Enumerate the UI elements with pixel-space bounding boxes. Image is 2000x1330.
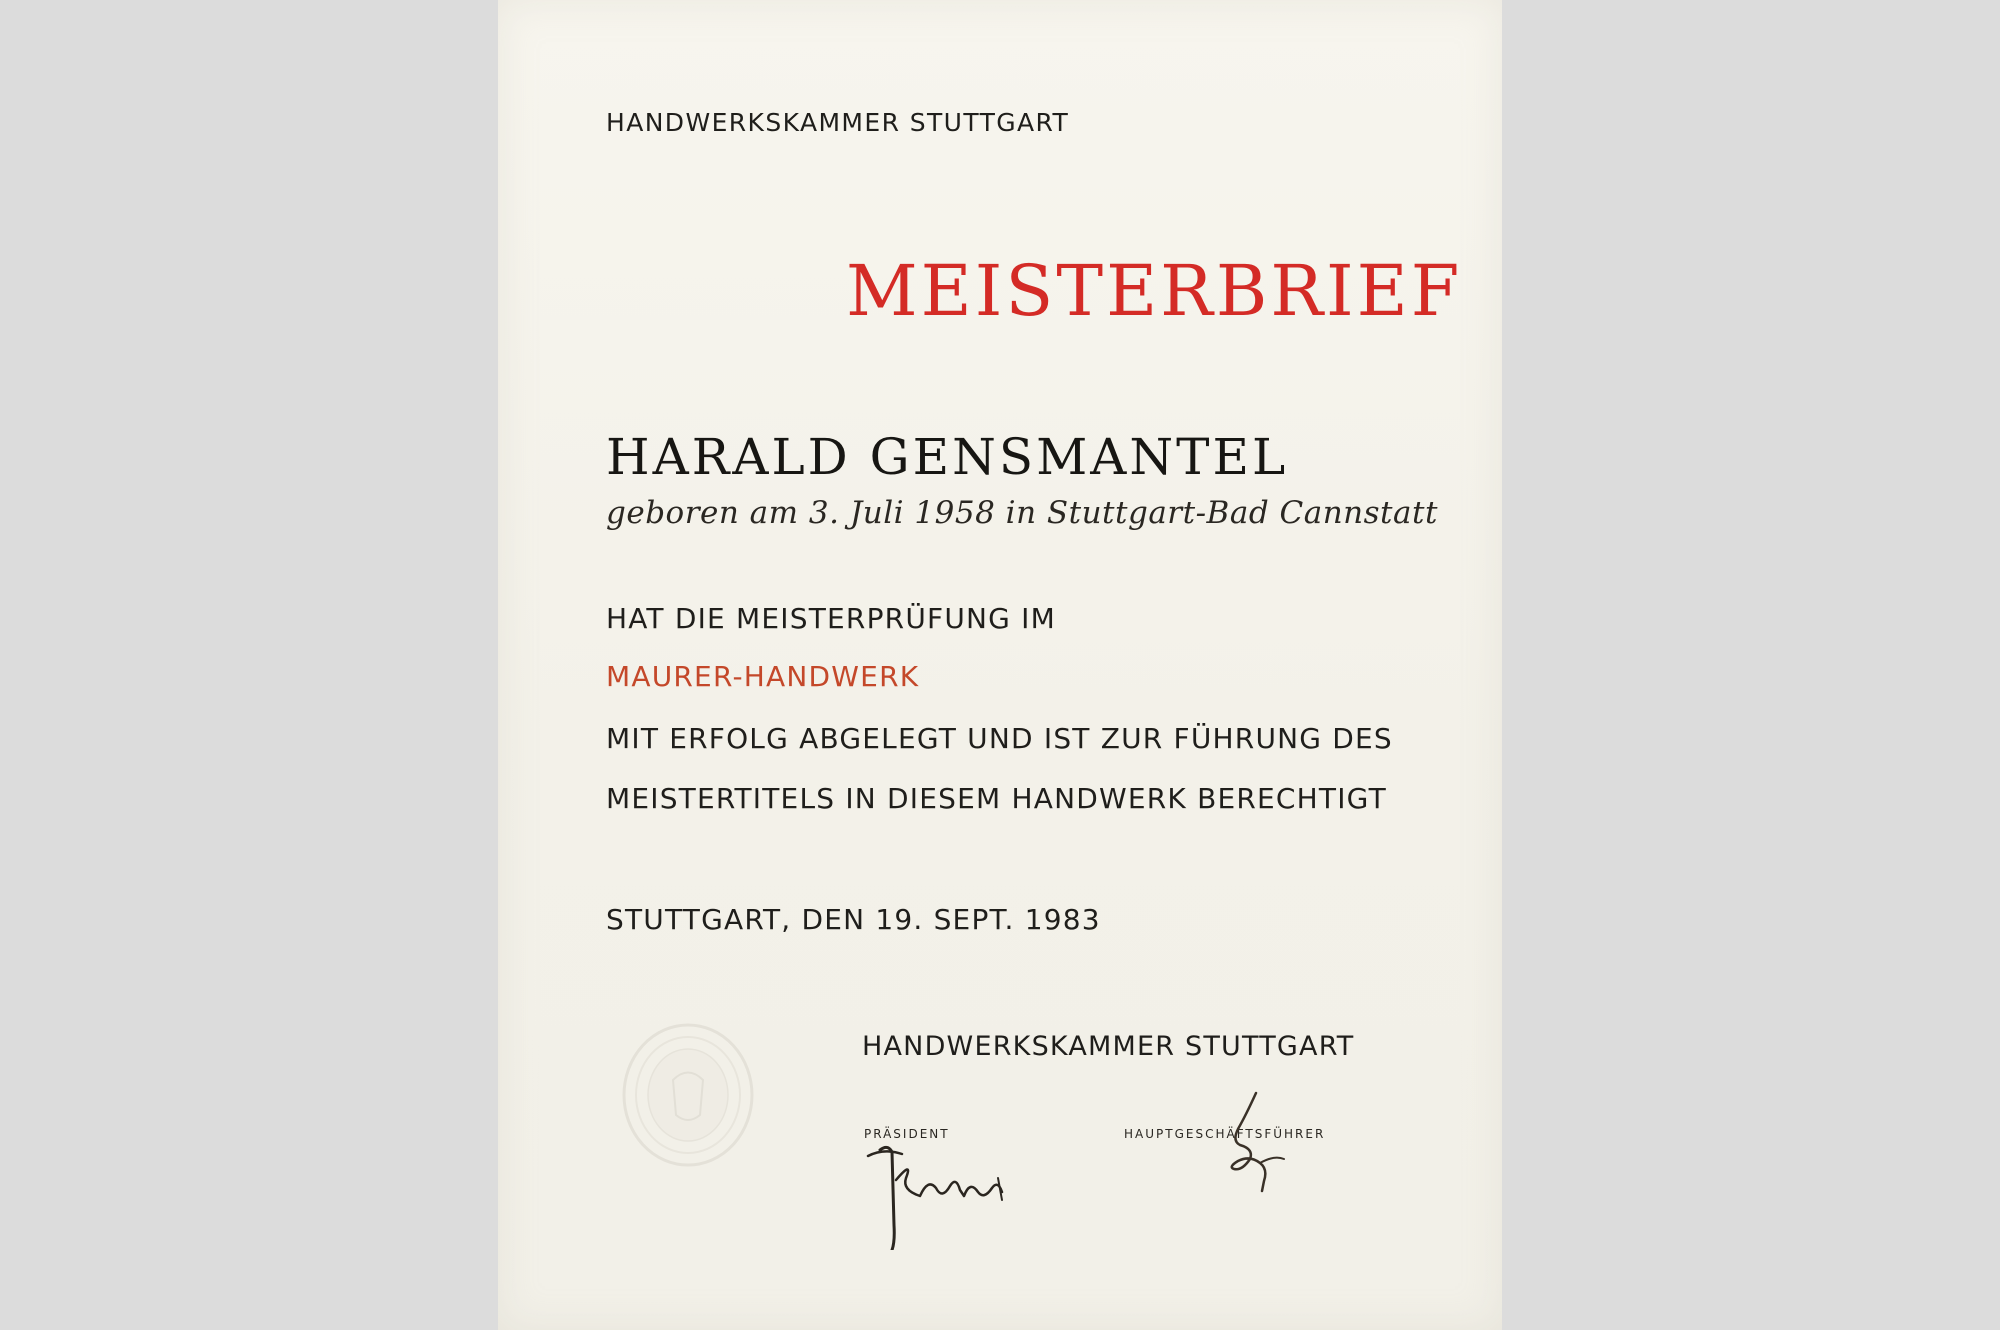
result-line-1: MIT ERFOLG ABGELEGT UND IST ZUR FÜHRUNG DES	[606, 722, 1393, 755]
holder-name: HARALD GENSMANTEL	[606, 428, 1289, 486]
exam-line: HAT DIE MEISTERPRÜFUNG IM	[606, 602, 1056, 635]
issuer-footer: HANDWERKSKAMMER STUTTGART	[862, 1031, 1355, 1062]
birth-line: geboren am 3. Juli 1958 in Stuttgart-Bad Cannstatt	[606, 495, 1438, 531]
president-role-label: PRÄSIDENT	[864, 1127, 950, 1141]
result-line-2: MEISTERTITELS IN DIESEM HANDWERK BERECHTIGT	[606, 782, 1387, 815]
president-signature	[858, 1130, 1028, 1250]
issuer-header: HANDWERKSKAMMER STUTTGART	[606, 108, 1070, 137]
place-date: STUTTGART, DEN 19. SEPT. 1983	[606, 903, 1101, 936]
certificate-title: MEISTERBRIEF	[846, 250, 1463, 332]
ceo-role-label: HAUPTGESCHÄFTSFÜHRER	[1124, 1127, 1326, 1141]
ceo-signature	[1198, 1085, 1298, 1195]
embossed-seal	[618, 1020, 758, 1170]
craft-name: MAURER-HANDWERK	[606, 660, 920, 693]
certificate-sheet	[498, 0, 1502, 1330]
